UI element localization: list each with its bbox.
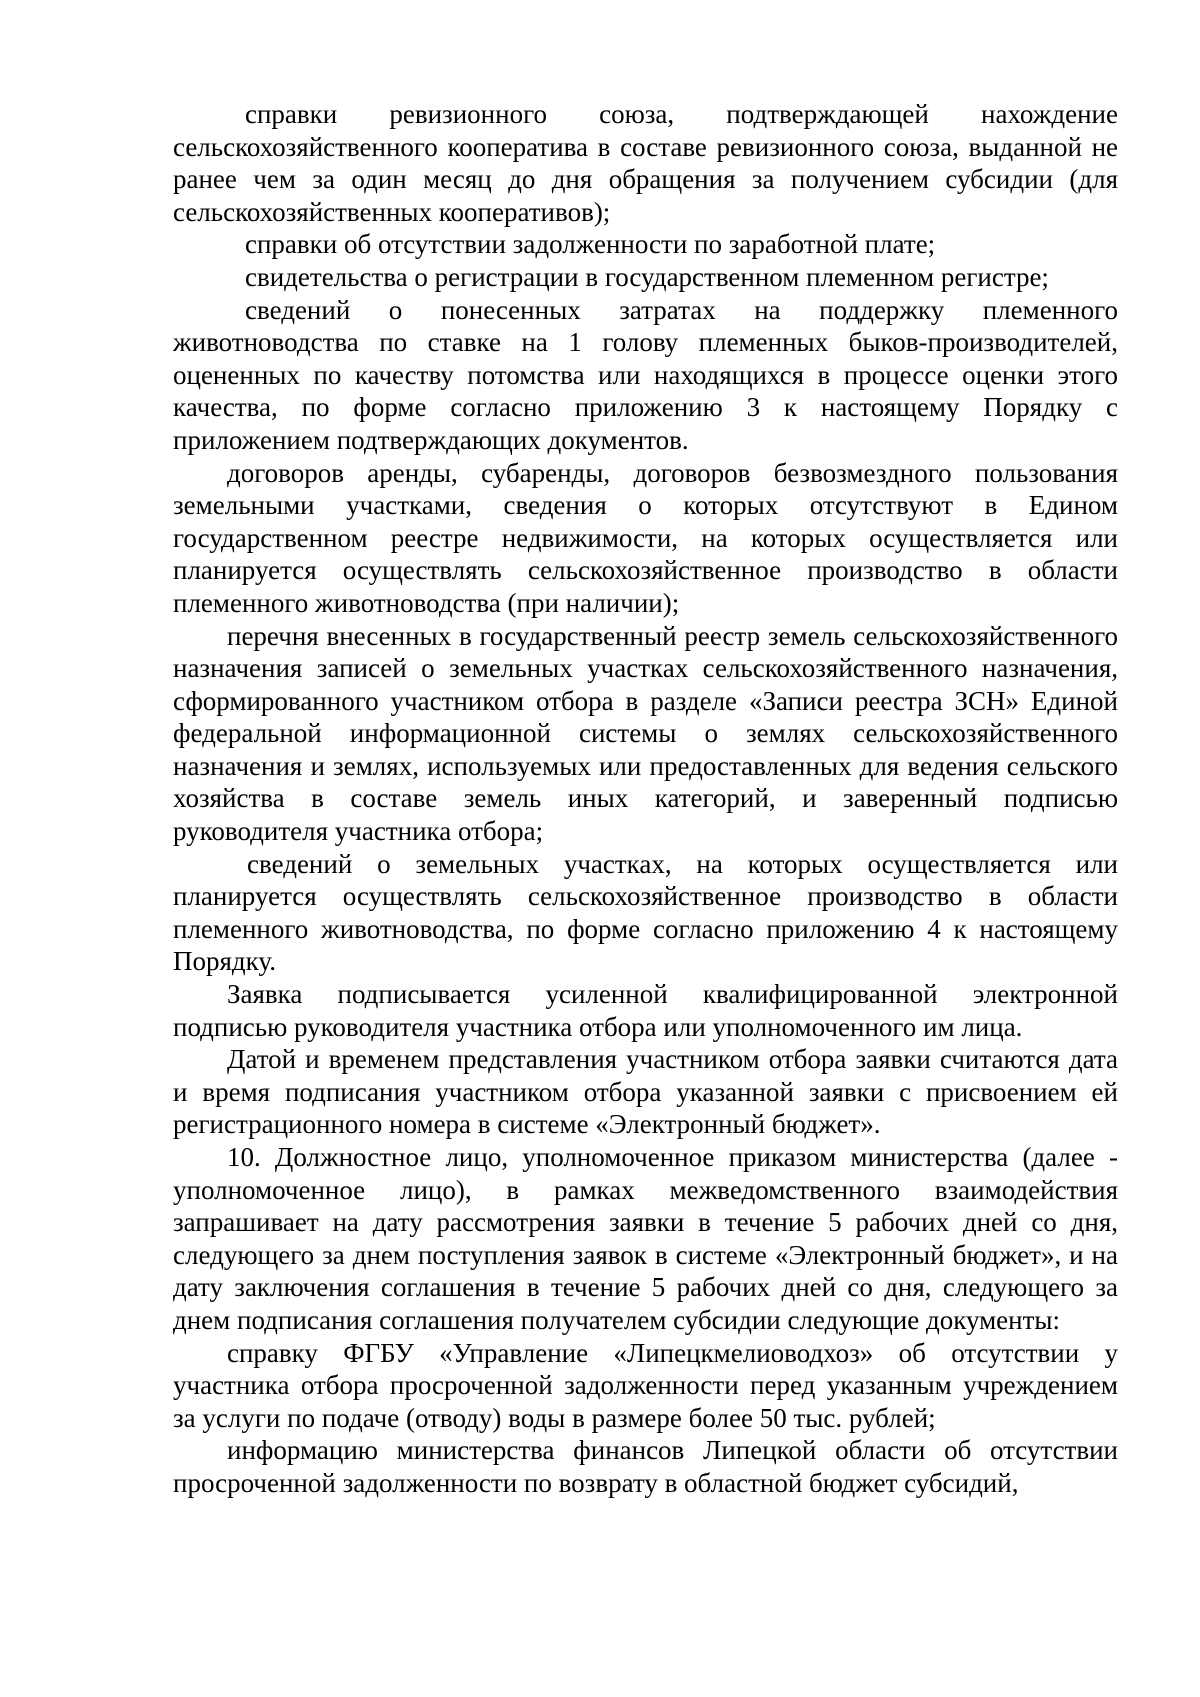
paragraph-melioration-certificate: справку ФГБУ «Управление «Липецкмелиоводхоз» об отсутствии у участника отбора просроченной задолженности перед указанным учреждением за услуги по подаче (отводу) воды в размере более 50 тыс. рублей; bbox=[173, 1337, 1118, 1433]
paragraph-no-wage-debt-certificate: справки об отсутствии задолженности по заработной плате; bbox=[245, 229, 936, 260]
paragraph-finance-ministry-info: информацию министерства финансов Липецкой области об отсутствии просроченной задолженности по возврату в областной бюджет субсидий, bbox=[173, 1435, 1118, 1498]
paragraph-land-lease-contracts: договоров аренды, субаренды, договоров безвозмездного пользования земельными участками, сведения о которых отсутствуют в Едином государственном реестре недвижимости, на которых осуществляется или планируется осуществлять сельскохозяйственное производство в области племенного животноводства (при наличии); bbox=[173, 457, 1118, 618]
document-body bbox=[173, 98, 1118, 1500]
paragraph-revision-union-certificate: справки ревизионного союза, подтверждающей нахождение сельскохозяйственного кооператива в составе ревизионного союза, выданной не ранее чем за один месяц до дня обращения за получением субсидии (для сельскохозяйственных кооперативов); bbox=[173, 99, 1118, 227]
paragraph-breeding-costs-info: сведений о понесенных затратах на поддержку племенного животноводства по ставке на 1 голову племенных быков-производителей, оцененных по качеству потомства или находящихся в процессе оценки этого качества, по форме согласно приложению 3 к настоящему Порядку с приложением подтверждающих документов. bbox=[173, 294, 1118, 455]
paragraph-breeding-register-certificate: свидетельства о регистрации в государственном племенном регистре; bbox=[245, 261, 1049, 292]
paragraph-land-plots-info: сведений о земельных участках, на которых осуществляется или планируется осуществлять сельскохозяйственное производство в области племенного животноводства, по форме согласно приложению 4 к настоящему Порядку. bbox=[173, 848, 1118, 977]
paragraph-application-signature: Заявка подписывается усиленной квалифицированной электронной подписью руководителя участника отбора или уполномоченного им лица. bbox=[173, 979, 1118, 1042]
paragraph-submission-date: Датой и временем представления участником отбора заявки считаются дата и время подписания участником отбора указанной заявки с присвоением ей регистрационного номера в системе «Электронный бюджет». bbox=[173, 1044, 1118, 1140]
paragraph-section-10: 10. Должностное лицо, уполномоченное приказом министерства (далее - уполномоченное лицо), в рамках межведомственного взаимодействия запрашивает на дату рассмотрения заявки в течение 5 рабочих дней со дня, следующего за днем поступления заявок в системе «Электронный бюджет», и на дату заключения соглашения в течение 5 рабочих дней со дня, следующего за днем подписания соглашения получателем субсидии следующие документы: bbox=[173, 1142, 1118, 1335]
paragraph-land-registry-list: перечня внесенных в государственный реестр земель сельскохозяйственного назначения записей о земельных участках сельскохозяйственного назначения, сформированного участником отбора в разделе «Записи реестра ЗСН» Единой федеральной информационной системы о землях сельскохозяйственного назначения и землях, используемых или предоставленных для ведения сельского хозяйства в составе земель иных категорий, и заверенный подписью руководителя участника отбора; bbox=[173, 620, 1118, 847]
